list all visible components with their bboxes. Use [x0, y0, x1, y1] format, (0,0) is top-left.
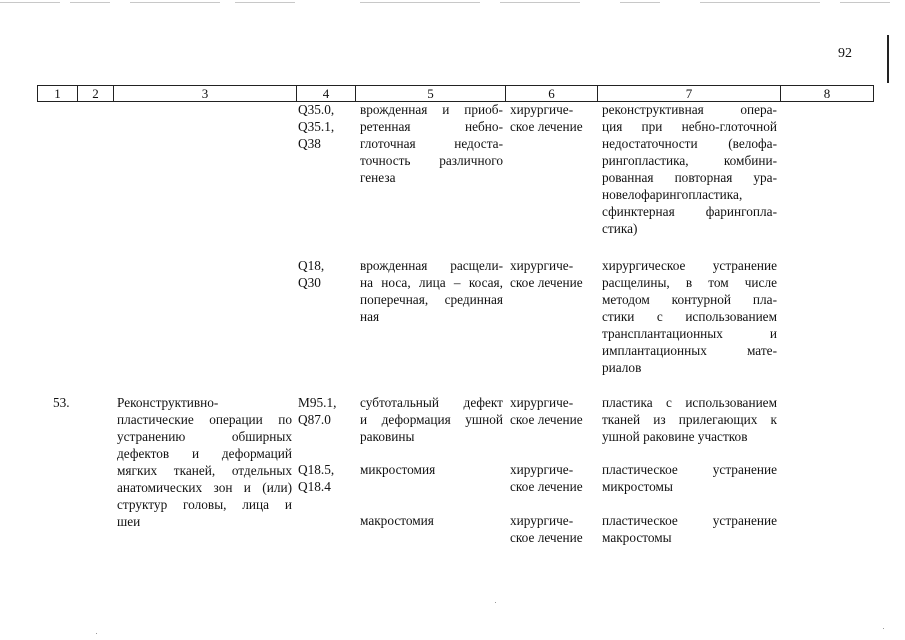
column-number: 6 — [506, 86, 598, 101]
column-number: 8 — [823, 86, 831, 101]
scan-speck — [883, 628, 884, 629]
diagnosis-codes: Q18.5, Q18.4 — [298, 462, 335, 494]
patient-model: врожденная и приоб- ретенная небно- глоточная недоста- точность различного генеза — [360, 102, 503, 185]
margin-mark — [887, 35, 889, 83]
diagnosis-codes: M95.1, Q87.0 — [298, 395, 337, 427]
scan-speck — [96, 633, 97, 634]
row-number: 53. — [53, 395, 70, 410]
patient-model: микростомия — [360, 462, 436, 477]
treatment-type: хирургиче- ское лечение — [510, 395, 583, 427]
treatment-type: хирургиче- ское лечение — [510, 258, 583, 290]
scan-speck — [495, 602, 496, 603]
scan-edge-artifacts — [0, 2, 905, 8]
patient-model: субтотальный дефект и деформация ушной раковины — [360, 395, 503, 444]
treatment-type: хирургиче- ское лечение — [510, 462, 583, 494]
column-number: 4 — [297, 86, 356, 101]
treatment-method: хирургическое устранение расщелины, в том числе методом контурной пла- стики с использованием трансплантационных и имплантационных мате- риалов — [602, 258, 777, 375]
column-number: 3 — [114, 86, 297, 101]
treatment-type: хирургиче- ское лечение — [510, 513, 583, 545]
patient-model: врожденная расщели- на носа, лица – косая, поперечная, срединная ная — [360, 258, 503, 324]
column-number: 7 — [598, 86, 781, 101]
treatment-method: пластика с использованием тканей из прилегающих к ушной раковине участков — [602, 395, 777, 444]
page-number: 92 — [838, 46, 852, 61]
treatment-method: пластическое устранение микростомы — [602, 462, 777, 494]
diagnosis-codes: Q35.0, Q35.1, Q38 — [298, 102, 335, 151]
column-number: 1 — [38, 86, 78, 101]
column-number: 2 — [78, 86, 114, 101]
diagnosis-codes: Q18, Q30 — [298, 258, 325, 290]
care-type-name: Реконструктивно- пластические операции по устранению обширных дефектов и деформаций мягких тканей, отдельных анатомических зон и (или) структур головы, лица и шеи — [117, 395, 292, 529]
treatment-method: реконструктивная опера- ция при небно-глоточной недостаточности (велофа- рингопластика, комбини- рованная повторная ура- новелофарингопластика, сфинктерная фарингопла- стика) — [602, 102, 777, 236]
table-column-numbers — [37, 85, 874, 102]
treatment-method: пластическое устранение макростомы — [602, 513, 777, 545]
treatment-type: хирургиче- ское лечение — [510, 102, 583, 134]
column-number: 5 — [356, 86, 506, 101]
patient-model: макростомия — [360, 513, 434, 528]
